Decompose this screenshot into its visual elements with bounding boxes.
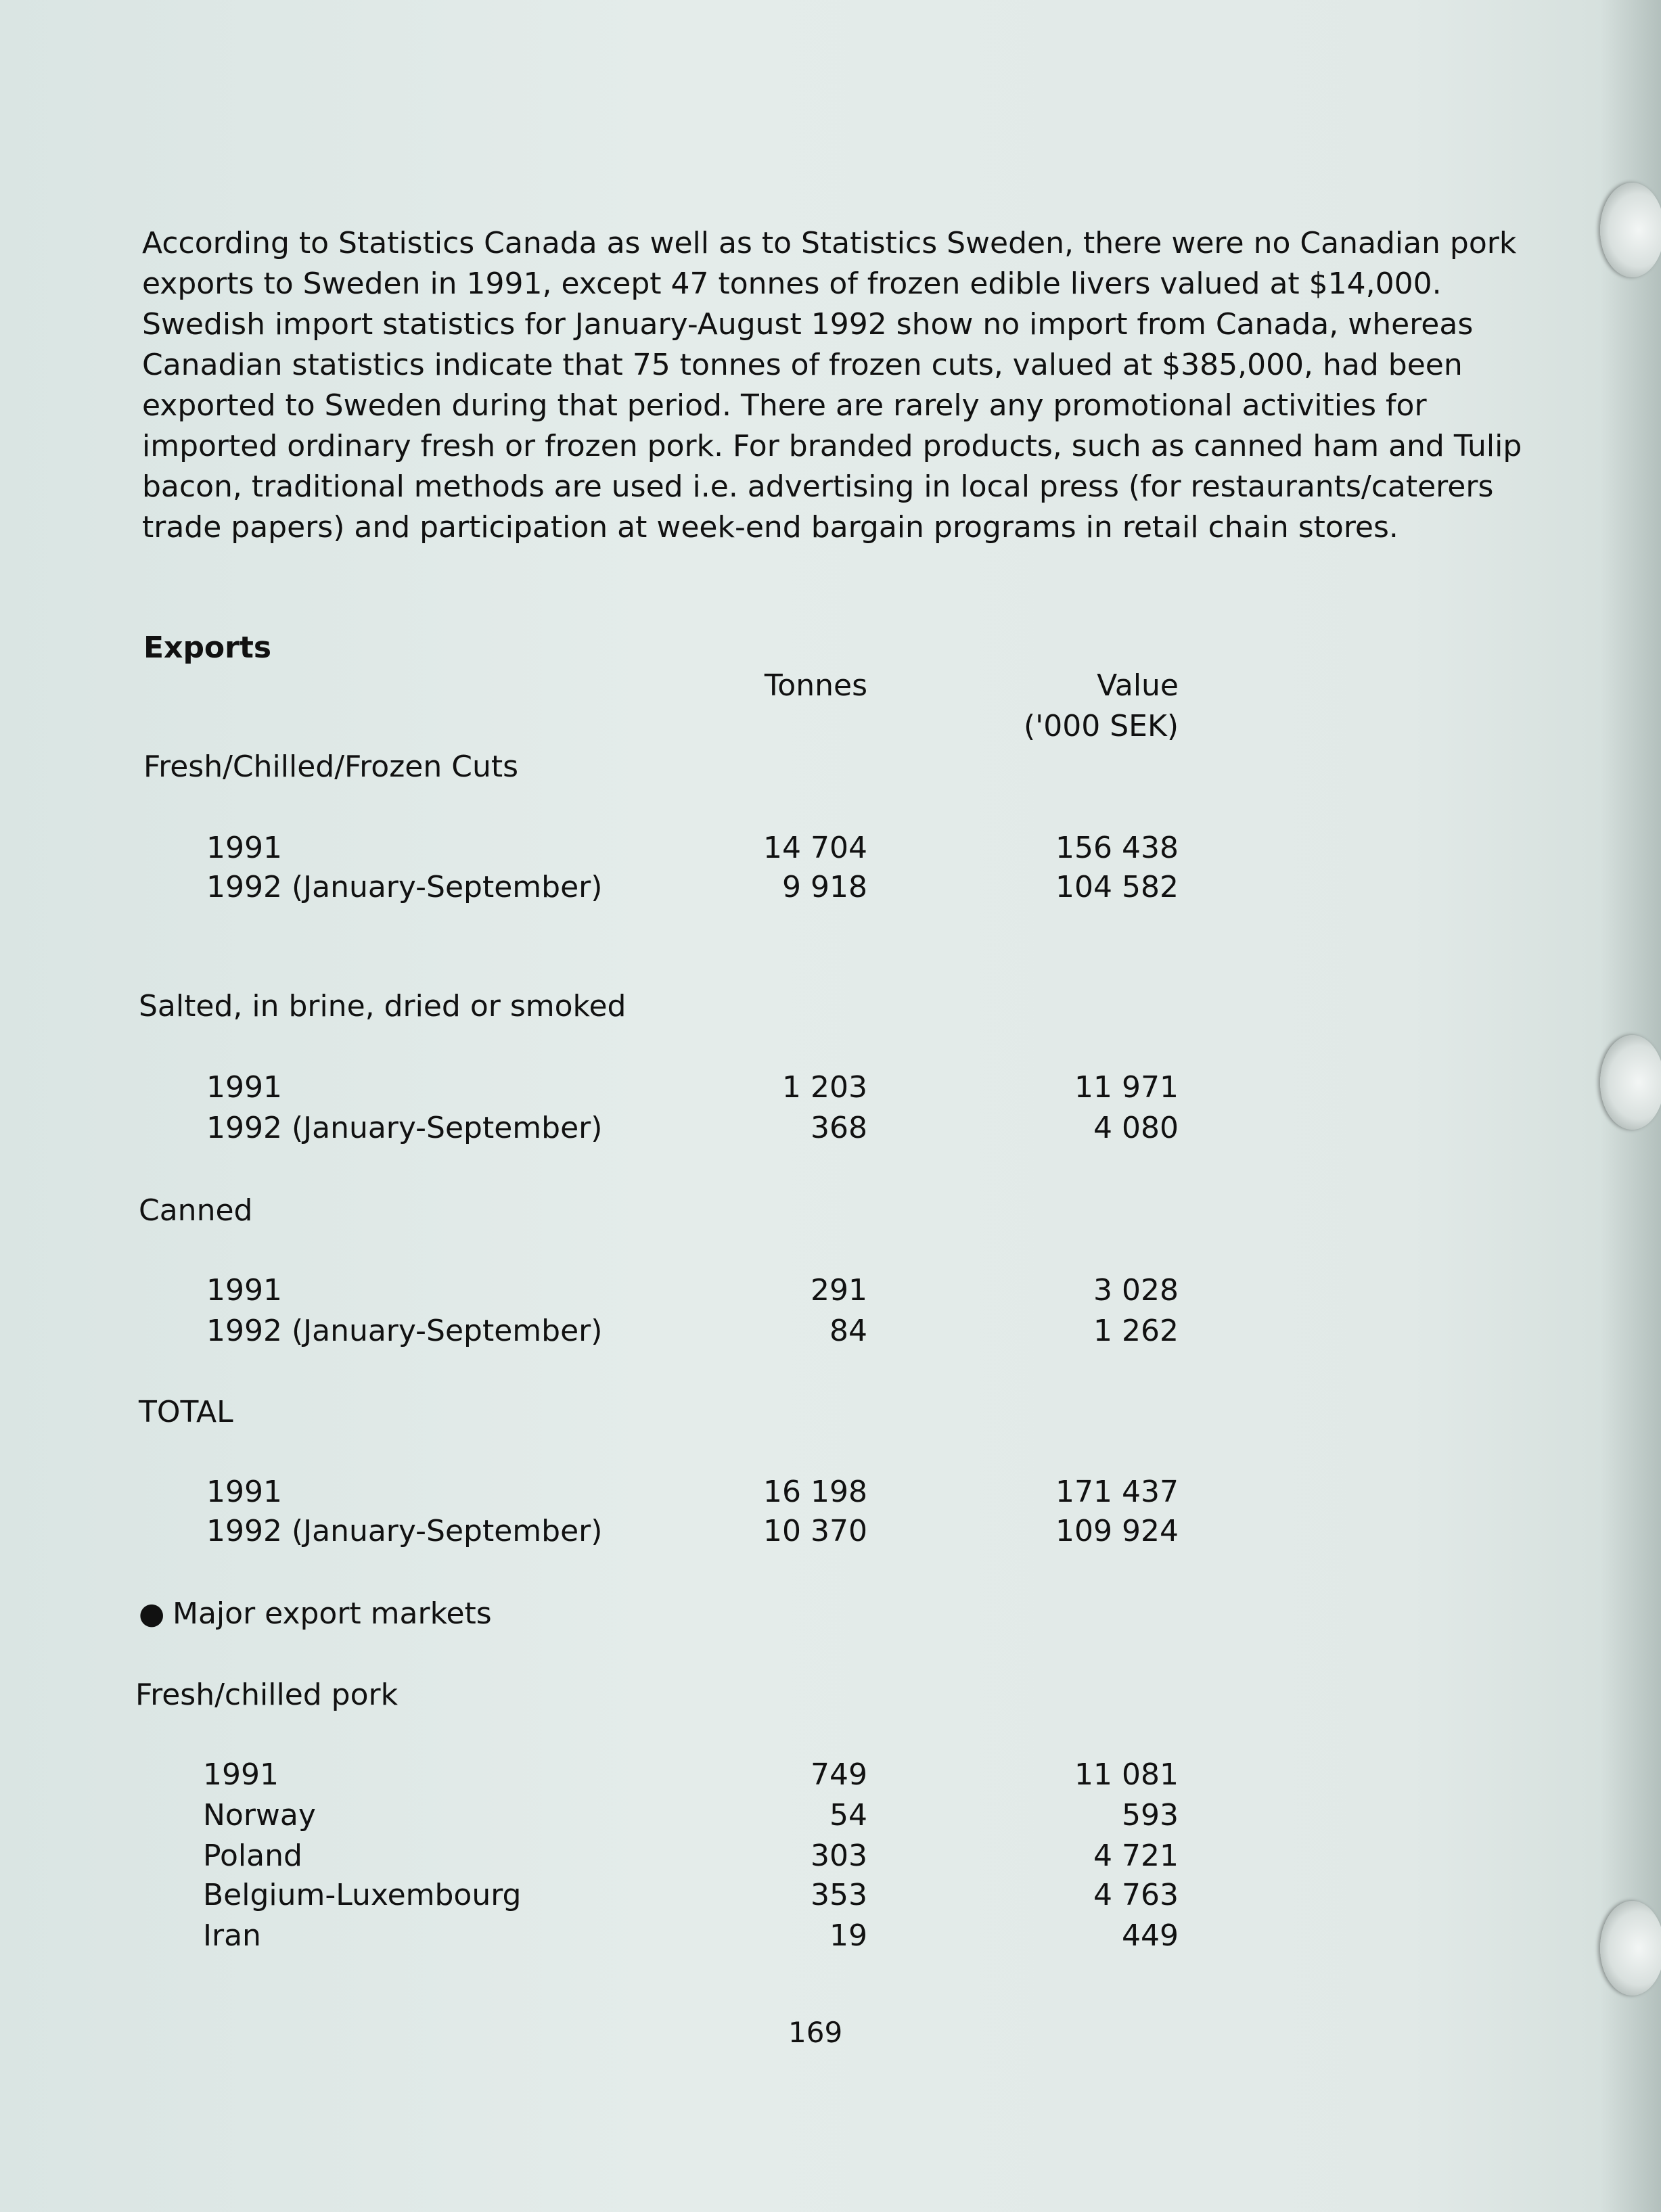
row-value: 3 028 bbox=[1093, 1273, 1179, 1308]
market-value: 4 721 bbox=[1093, 1839, 1179, 1873]
row-tonnes: 9 918 bbox=[782, 870, 867, 904]
row-value: 4 080 bbox=[1093, 1111, 1179, 1145]
market-label: Poland bbox=[203, 1839, 302, 1873]
row-label: 1992 (January-September) bbox=[206, 870, 603, 904]
row-label: 1992 (January-September) bbox=[206, 1314, 603, 1348]
row-value: 156 438 bbox=[1055, 831, 1179, 865]
row-tonnes: 368 bbox=[811, 1111, 867, 1145]
market-tonnes: 303 bbox=[811, 1839, 867, 1873]
market-label: 1991 bbox=[203, 1757, 279, 1792]
binder-hole bbox=[1600, 1901, 1661, 1996]
row-label: 1991 bbox=[206, 1070, 282, 1105]
market-value: 4 763 bbox=[1093, 1878, 1179, 1912]
binder-hole bbox=[1600, 183, 1661, 277]
row-tonnes: 14 704 bbox=[763, 831, 867, 865]
row-tonnes: 16 198 bbox=[763, 1475, 867, 1509]
row-value: 104 582 bbox=[1055, 870, 1179, 904]
market-value: 11 081 bbox=[1074, 1757, 1179, 1792]
row-value: 1 262 bbox=[1093, 1314, 1179, 1348]
market-tonnes: 19 bbox=[829, 1918, 867, 1953]
market-value: 449 bbox=[1122, 1918, 1179, 1953]
row-label: 1991 bbox=[206, 1273, 282, 1308]
section-title-cuts: Fresh/Chilled/Frozen Cuts bbox=[143, 750, 519, 784]
market-label: Iran bbox=[203, 1918, 261, 1953]
row-tonnes: 291 bbox=[811, 1273, 867, 1308]
row-value: 11 971 bbox=[1074, 1070, 1179, 1105]
binder-hole bbox=[1600, 1035, 1661, 1130]
row-value: 109 924 bbox=[1055, 1514, 1179, 1548]
market-label: Belgium-Luxembourg bbox=[203, 1878, 522, 1912]
section-title-salted: Salted, in brine, dried or smoked bbox=[139, 989, 627, 1023]
markets-subheading: Fresh/chilled pork bbox=[135, 1678, 399, 1712]
row-label: 1991 bbox=[206, 1475, 282, 1509]
section-title-total: TOTAL bbox=[139, 1395, 233, 1429]
section-title-canned: Canned bbox=[139, 1193, 253, 1228]
market-value: 593 bbox=[1122, 1798, 1179, 1833]
col-header-value-unit: ('000 SEK) bbox=[1024, 709, 1179, 743]
row-value: 171 437 bbox=[1055, 1475, 1179, 1509]
market-label: Norway bbox=[203, 1798, 316, 1833]
market-tonnes: 353 bbox=[811, 1878, 867, 1912]
row-tonnes: 1 203 bbox=[782, 1070, 867, 1105]
row-tonnes: 84 bbox=[829, 1314, 867, 1348]
exports-heading: Exports bbox=[143, 630, 272, 665]
row-label: 1992 (January-September) bbox=[206, 1111, 603, 1145]
row-label: 1992 (January-September) bbox=[206, 1514, 603, 1548]
col-header-tonnes: Tonnes bbox=[764, 668, 867, 703]
row-label: 1991 bbox=[206, 831, 282, 865]
markets-heading: Major export markets bbox=[173, 1596, 492, 1631]
row-tonnes: 10 370 bbox=[763, 1514, 867, 1548]
bullet: ● bbox=[139, 1596, 165, 1631]
col-header-value: Value bbox=[1097, 668, 1179, 703]
page-number: 169 bbox=[788, 2016, 843, 2049]
market-tonnes: 54 bbox=[829, 1798, 867, 1833]
intro-paragraph: According to Statistics Canada as well as to Statistics Sweden, there were no Canadian pork exports to Sweden in 1991, except 47 tonnes of frozen edible livers valued at $14,000. Swedish import statistics for January-August 1992 show no import from Canada, whereas Canadian statistics indicate that 75 tonnes of frozen cuts, valued at $385,000, had been exported to Sweden during that period. There are rarely any promotional activities for imported ordinary fresh or frozen pork. For branded products, such as canned ham and Tulip bacon, traditional methods are used i.e. advertising in local press (for restaurants/caterers trade papers) and participation at week-end bargain programs in retail chain stores. bbox=[142, 226, 1522, 545]
text-block bbox=[142, 223, 1522, 548]
market-tonnes: 749 bbox=[811, 1757, 867, 1792]
